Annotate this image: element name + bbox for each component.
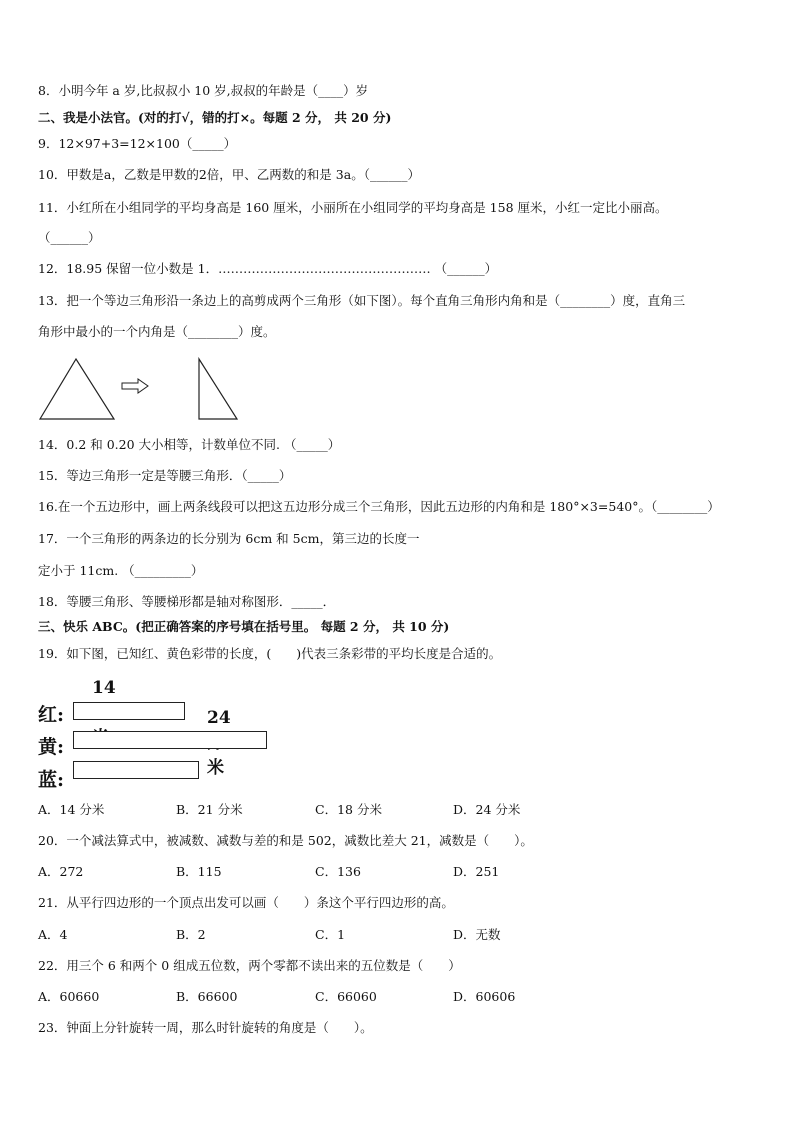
option-c: C．1 — [315, 927, 346, 942]
option-b: B．115 — [176, 864, 222, 879]
option-a: A．272 — [38, 864, 84, 879]
option-b: B．66600 — [176, 989, 238, 1004]
yellow-ribbon-label: 黄: — [38, 736, 65, 758]
option-d: D．251 — [453, 864, 500, 879]
triangle-figure — [38, 355, 248, 425]
section-3-heading: 三、快乐 ABC。(把正确答案的序号填在括号里。 每题 2 分， 共 10 分) — [38, 619, 450, 634]
question-17-cont: 定小于 11cm. （_________） — [38, 563, 204, 578]
blue-ribbon-label: 蓝: — [38, 769, 65, 791]
option-c: C．66060 — [315, 989, 377, 1004]
option-b: B．21 分米 — [176, 802, 243, 817]
question-12: 12．18.95 保留一位小数是 1．…………………………………………… （______） — [38, 261, 498, 276]
yellow-length-label: 24 米 — [207, 708, 231, 778]
question-22: 22．用三个 6 和两个 0 组成五位数，两个零都不读出来的五位数是（ ） — [38, 958, 461, 973]
option-c: C．18 分米 — [315, 802, 382, 817]
question-13-cont: 角形中最小的一个内角是（________）度。 — [38, 324, 276, 339]
question-8: 8．小明今年 a 岁,比叔叔小 10 岁,叔叔的年龄是（____）岁 — [38, 83, 369, 98]
red-ribbon-bar — [73, 702, 185, 720]
question-14: 14．0.2 和 0.20 大小相等，计数单位不同. （_____） — [38, 437, 341, 452]
question-23: 23．钟面上分针旋转一周，那么时针旋转的角度是（ ）。 — [38, 1020, 373, 1035]
red-ribbon-label: 红: — [38, 704, 65, 726]
section-2-heading: 二、我是小法官。(对的打√，错的打×。每题 2 分， 共 20 分) — [38, 110, 392, 125]
option-b: B．2 — [176, 927, 206, 942]
arrow-icon — [122, 379, 148, 393]
option-d: D．24 分米 — [453, 802, 521, 817]
option-a: A．60660 — [38, 989, 100, 1004]
equilateral-triangle — [40, 359, 114, 419]
question-16: 16.在一个五边形中，画上两条线段可以把这五边形分成三个三角形，因此五边形的内角和是 180°×3=540°。（________） — [38, 499, 720, 514]
question-13: 13．把一个等边三角形沿一条边上的高剪成两个三角形（如下图）。每个直角三角形内角和是（________）度，直角三 — [38, 293, 686, 308]
question-21: 21．从平行四边形的一个顶点出发可以画（ ）条这个平行四边形的高。 — [38, 895, 454, 910]
option-a: A．14 分米 — [38, 802, 105, 817]
question-18: 18．等腰三角形、等腰梯形都是轴对称图形．_____． — [38, 594, 336, 609]
blue-ribbon-bar — [73, 761, 199, 779]
question-11-answer: （______） — [38, 230, 101, 245]
red-length-label: 14 — [92, 678, 116, 698]
question-20: 20．一个减法算式中，被减数、减数与差的和是 502，减数比差大 21，减数是（ ）。 — [38, 833, 533, 848]
question-11: 11．小红所在小组同学的平均身高是 160 厘米，小丽所在小组同学的平均身高是 158 厘米，小红一定比小丽高。 — [38, 200, 668, 215]
question-19: 19．如下图，已知红、黄色彩带的长度，( )代表三条彩带的平均长度是合适的。 — [38, 646, 502, 661]
question-17: 17．一个三角形的两条边的长分别为 6cm 和 5cm，第三边的长度一 — [38, 531, 420, 546]
right-triangle — [199, 359, 237, 419]
question-10: 10．甲数是a，乙数是甲数的2倍，甲、乙两数的和是 3a。（______） — [38, 167, 420, 182]
option-a: A．4 — [38, 927, 68, 942]
option-d: D．无数 — [453, 927, 501, 942]
question-15: 15．等边三角形一定是等腰三角形．（_____） — [38, 468, 292, 483]
yellow-ribbon-bar — [73, 731, 267, 749]
question-9: 9．12×97+3=12×100（_____） — [38, 136, 237, 151]
option-c: C．136 — [315, 864, 361, 879]
option-d: D．60606 — [453, 989, 516, 1004]
